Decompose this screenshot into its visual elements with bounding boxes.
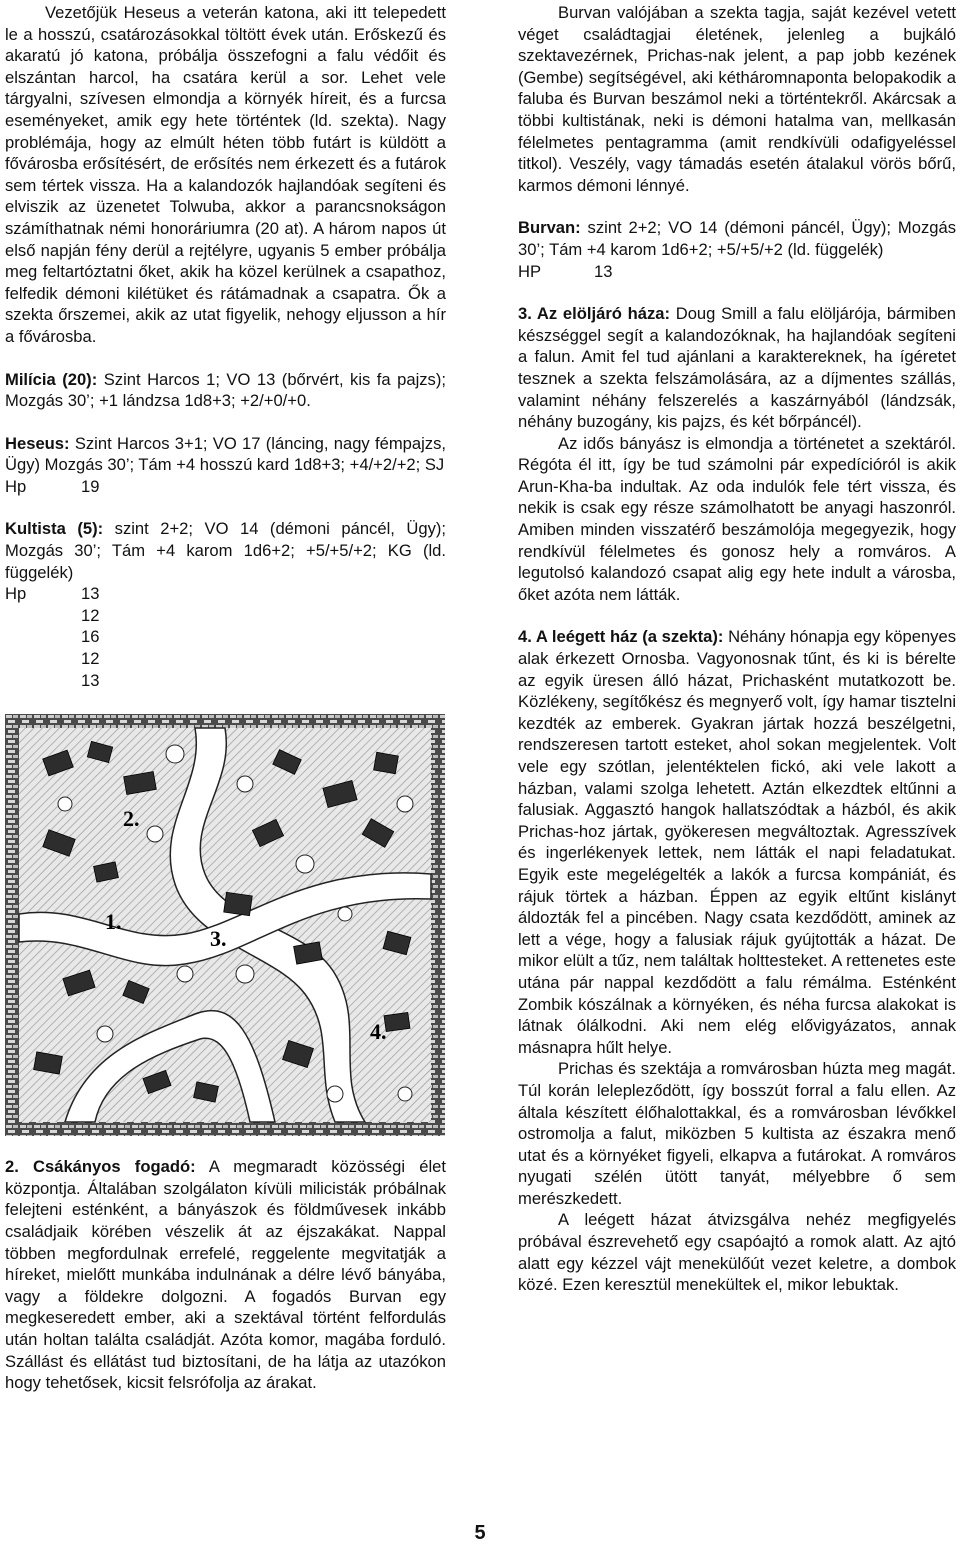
kultista-hp [5,583,446,691]
kultista-hp-label: Hp [5,584,27,604]
right-column [518,2,956,1296]
map-label: 3. [210,926,227,952]
kultista-hp-value: 16 [81,627,100,647]
burvan-stat-block [518,217,956,260]
kultista-stats: szint 2+2; VO 14 (démoni páncél, Ügy); Mozgás 30’; Tám +4 karom 1d6+2; +5/+5/+2; KG (ld. függelék) [5,519,447,582]
burvan-hp [518,261,956,283]
village-map [5,714,445,1136]
section-4-title: 4. A leégett ház (a szekta): [518,627,724,647]
section-4-paragraph-3: A leégett házat átvizsgálva nehéz megfigyelés próbával észrevehető egy csapóajtó a romok alatt. Az ajtó alatt egy kézzel vájt menekülőút vezet keletre, a dombok közé. Ezen keresztül menekültek el, mikor lebuktak. [518,1210,956,1295]
section-3-paragraph-2: Az idős bányász is elmondja a történetet a szektáról. Régóta él itt, így be tud számolni pár expedícióról is akik Arun-Kha-ba indultak. Az oda indulók fele tért vissza, és nekik is csak egy része számolhatott be anyagi haszonról. Amiben minden visszatérő beszámolója megegyezik, hogy rendkívül félelmetes és gonosz hely a romváros. A legutolsó kalandozó csapat alig egy hete indult a városba, őket azóta nem látták. [518,433,956,604]
heseus-hp-label: Hp [5,476,27,496]
page-number: 5 [474,1522,486,1544]
village-map-illustration [5,714,445,1136]
milicia-stats: Szint Harcos 1; VO 13 (bőrvért, kis fa pajzs); Mozgás 30’; +1 lándzsa 1d8+3; +2/+0/+0. [5,369,446,411]
milicia-stat-block [5,369,446,412]
heseus-hp-value: 19 [81,476,100,496]
map-label: 2. [123,806,140,832]
milicia-name: Milícia (20): [5,369,98,389]
section-2-paragraph [5,1156,446,1394]
burvan-stats: szint 2+2; VO 14 (démoni páncél, Ügy); Mozgás 30’; Tám +4 karom 1d6+2; +5/+5/+2 (ld. függelék) [518,218,956,259]
section-2-title: 2. Csákányos fogadó: [5,1157,196,1177]
burvan-hp-value: 13 [594,261,613,281]
section-2-text: A megmaradt közösségi élet központja. Általában szolgálaton kívüli milicisták próbálnak felejteni esténként, a bányászok és földművesek inkább családjaik körében vészelik át az éjszakákat. Nappal többen megfordulnak errefelé, reggelente megvitatják a híreket, mielőtt munkába indulnának a délre lévő bányába, vagy a földekre dolgozni. A fogadós Burvan egy megkeseredett ember, aki a szektával történt felfordulás után holtan találta családját. Azóta komor, magába forduló. Szállást és ellátást tud biztosítani, de ha látja az utazókon hogy tehetősek, kicsit felsrófolja az árakat. [5,1157,446,1393]
intro-paragraph: Vezetőjük Heseus a veterán katona, aki itt telepedett le a hosszú, csatározásokkal töltött évek után. Erőskezű és akaratú jó katona, próbálja összefogni a falu védőit és elszántan harcol, ha csatára kerül a sor. Lehet vele tárgyalni, szívesen elmondja a környék híreit, és a furcsa eseményeket, amik egy hete történtek (ld. szekta). Nagy problémája, hogy az elmúlt héten több futárt is küldött a fővárosba erősítésért, de erősítés nem érkezett és a futárok sem tértek vissza. Ha a kalandozók hajlandóak segíteni és elviszik az üzenetet Tolwuba, akkor a parancsnokságon számíthatnak némi honoráriumra (20 at). A három napos út első napján fény derül a rejtélyre, ugyanis 5 ember próbálja meg feltartóztatni őket, akik ha közel kerülnek a csapathoz, felfedik démoni kilétüket és rátámadnak a csapatra. Ők a szekta őrszemei, akik az utat figyelik, nehogy eljusson a hír a fővárosba. [5,3,446,346]
section-4-text: Néhány hónapja egy köpenyes alak érkezett Ornosba. Vagyonosnak tűnt, és ki is bérelte az egyik üresen álló házat, Prichasként mutatkozott be. Közlékeny, segítőkész és megnyerő volt, így hamar tisztelni kezdték az emberek. Gyakran jártak hozzá beszélgetni, rendszeresen tartott esteket, ahol sokan megjelentek. Volt vele egy szótlan, jelentéktelen fickó, aki vele lakott a házban, valami szolga lehetett. Aztán elkezdtek eltűnni a falusiak. Aggasztó hangok hallatszódtak a házból, és akik Prichas-hoz jártak, gyökeresen megváltoztak. Agresszívek és ingerlékenyek lettek, nem látták el napi feladatukat. Egyik este megelégelték a lakók a furcsa kompániát, és rájuk törtek a házban. Éppen az egyik eltűnt kislányt áldozták fel a pincében. Nagy csata kezdődött, aminek az lett a vége, hogy a falusiak rájuk gyújtották a házat. De mikor elült a tűz, nem találtak holttesteket. A rettenetes este utána pár nappal kezdődött a falu rémálma. Esténként Zombik kószálnak a környéken, és néha furcsa alakokat is látnak ólálkodni. Aki nem elég elővigyázatos, annak másnapra hűlt helye. [518,627,956,1057]
map-label: 4. [370,1019,387,1045]
burvan-intro-paragraph: Burvan valójában a szekta tagja, saját kezével vetett véget családtagjai életének, jelenleg a bujkáló szektavezérnek, Prichas-nak jelent, a pap jobb kezének (Gembe) segítségével, aki kétháromnaponta belopakodik a faluba és Burvan beszámol neki a történtekről. Akárcsak a többi kultistának, neki is démoni hatalma van, mellkasán félelmetes pentagramma (amit rendkívüli odafigyeléssel titkol). Veszély, vagy támadás esetén átalakul vörös bőrű, karmos démoni lénnyé. [518,3,956,195]
burvan-name: Burvan: [518,218,581,238]
burvan-hp-label: HP [518,261,542,281]
section-3-text: Doug Smill a falu elöljárója, bármiben készséggel segít a kalandozóknak, ha hajlandóak segíteni a falun. Amit fel tud ajánlani a karaktereknek, ha ígéretet tesznek a szekta felszámolására, az a díjmentes szállás, valamint néhány felszerelés a kaszárnyából (lándzsák, néhány buzogány, kis pajzs, és két bőrpáncél). [518,304,956,432]
heseus-stat-block [5,433,446,476]
section-4-paragraph [518,626,956,1058]
heseus-name: Heseus: [5,433,70,453]
kultista-hp-values [81,583,99,691]
section-3-paragraph [518,303,956,433]
kultista-hp-value: 13 [81,584,100,604]
kultista-hp-value: 12 [81,649,100,669]
map-label: 1. [105,909,122,935]
kultista-hp-value: 13 [81,670,100,690]
section-4-paragraph-2: Prichas és szektája a romvárosban húzta meg magát. Túl korán lelepleződött, így bosszút forral a falu ellen. Az általa készített élőhalottakkal, és a romvárosban lévőkkel ostromolja a falut, miközben 5 kultista az északra menő utat és a környéket figyeli, elkapva a futárokat. A romváros nyugati szélén ütött tanyát, mélyebbre ő sem merészkedett. [518,1059,956,1208]
section-3-title: 3. Az elöljáró háza: [518,304,671,324]
kultista-name: Kultista (5): [5,519,104,539]
heseus-stats: Szint Harcos 3+1; VO 17 (láncing, nagy fémpajzs, Ügy) Mozgás 30’; Tám +4 hosszú kard 1d8+3; +4/+2/+2; SJ [5,433,446,475]
heseus-hp [5,476,446,498]
kultista-stat-block [5,518,446,583]
left-column [5,2,446,1394]
kultista-hp-value: 12 [81,605,100,625]
